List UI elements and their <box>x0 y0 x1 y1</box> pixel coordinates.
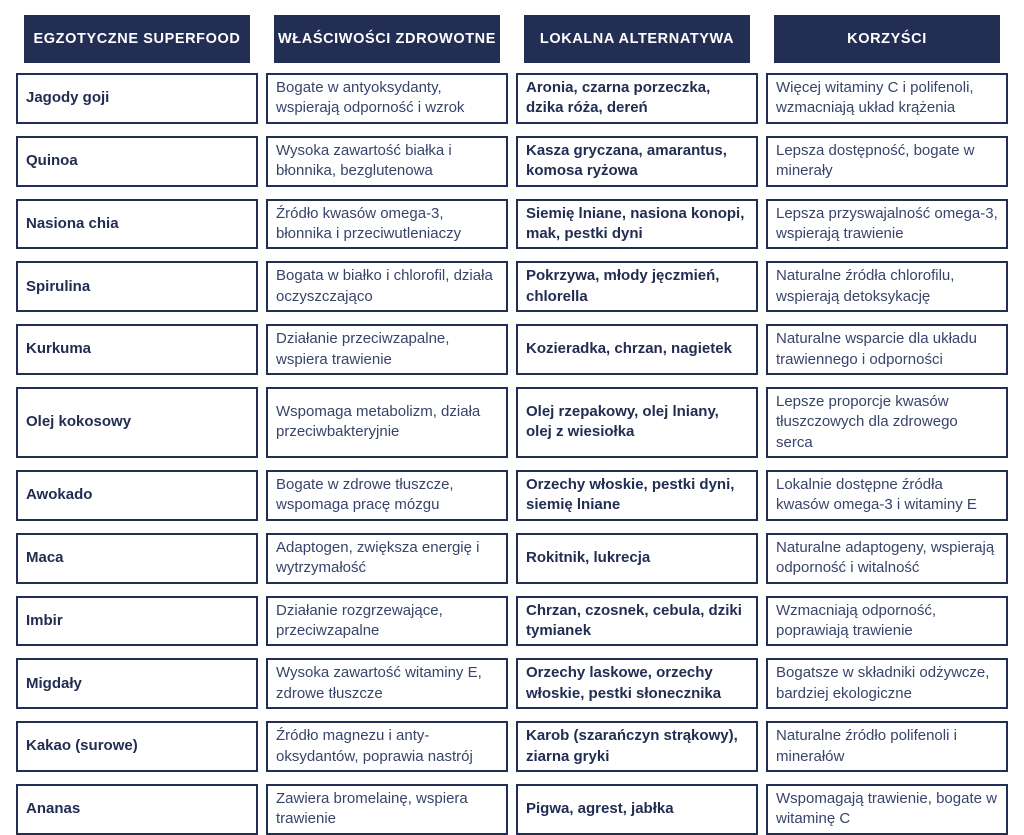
cell-properties: Wysoka zawartość witaminy E, zdrowe tłuszcze <box>266 658 508 709</box>
cell-properties: Wspomaga metabolizm, działa przeciwbakteryjnie <box>266 387 508 458</box>
cell-superfood: Migdały <box>16 658 258 709</box>
cell-alternative: Orzechy laskowe, orzechy włoskie, pestki słonecznika <box>516 658 758 709</box>
cell-benefits: Lepsze proporcje kwasów tłuszczowych dla zdrowego serca <box>766 387 1008 458</box>
cell-superfood: Spirulina <box>16 261 258 312</box>
cell-alternative: Pokrzywa, młody jęczmień, chlorella <box>516 261 758 312</box>
column-header-benefits: KORZYŚCI <box>774 15 1000 63</box>
cell-benefits: Naturalne źródła chlorofilu, wspierają detoksykację <box>766 261 1008 312</box>
cell-alternative: Siemię lniane, nasiona konopi, mak, pestki dyni <box>516 199 758 250</box>
cell-alternative: Aronia, czarna porzeczka, dzika róża, dereń <box>516 73 758 124</box>
cell-alternative: Rokitnik, lukrecja <box>516 533 758 584</box>
cell-alternative: Chrzan, czosnek, cebula, dziki tymianek <box>516 596 758 647</box>
cell-alternative: Olej rzepakowy, olej lniany, olej z wiesiołka <box>516 387 758 458</box>
cell-superfood: Jagody goji <box>16 73 258 124</box>
cell-properties: Działanie rozgrzewające, przeciwzapalne <box>266 596 508 647</box>
cell-superfood: Ananas <box>16 784 258 835</box>
cell-properties: Źródło magnezu i anty-oksydantów, poprawia nastrój <box>266 721 508 772</box>
cell-superfood: Nasiona chia <box>16 199 258 250</box>
cell-superfood: Kakao (surowe) <box>16 721 258 772</box>
cell-benefits: Naturalne wsparcie dla układu trawiennego i odporności <box>766 324 1008 375</box>
cell-benefits: Wzmacniają odporność, poprawiają trawienie <box>766 596 1008 647</box>
cell-superfood: Quinoa <box>16 136 258 187</box>
column-header-properties: WŁAŚCIWOŚCI ZDROWOTNE <box>274 15 500 63</box>
cell-benefits: Naturalne adaptogeny, wspierają odporność i witalność <box>766 533 1008 584</box>
cell-superfood: Olej kokosowy <box>16 387 258 458</box>
cell-superfood: Awokado <box>16 470 258 521</box>
cell-benefits: Wspomagają trawienie, bogate w witaminę C <box>766 784 1008 835</box>
cell-properties: Bogata w białko i chlorofil, działa oczyszczająco <box>266 261 508 312</box>
cell-benefits: Więcej witaminy C i polifenoli, wzmacniają układ krążenia <box>766 73 1008 124</box>
cell-properties: Adaptogen, zwiększa energię i wytrzymałość <box>266 533 508 584</box>
cell-alternative: Karob (szarańczyn strąkowy), ziarna gryki <box>516 721 758 772</box>
cell-benefits: Lepsza przyswajalność omega-3, wspierają trawienie <box>766 199 1008 250</box>
cell-properties: Bogate w antyoksydanty, wspierają odporność i wzrok <box>266 73 508 124</box>
cell-alternative: Orzechy włoskie, pestki dyni, siemię lniane <box>516 470 758 521</box>
cell-benefits: Naturalne źródło polifenoli i minerałów <box>766 721 1008 772</box>
cell-superfood: Imbir <box>16 596 258 647</box>
column-header-superfood: EGZOTYCZNE SUPERFOOD <box>24 15 250 63</box>
table-header-row <box>16 15 1008 63</box>
cell-superfood: Maca <box>16 533 258 584</box>
cell-benefits: Bogatsze w składniki odżywcze, bardziej ekologiczne <box>766 658 1008 709</box>
cell-benefits: Lepsza dostępność, bogate w minerały <box>766 136 1008 187</box>
cell-properties: Źródło kwasów omega-3, błonnika i przeciwutleniaczy <box>266 199 508 250</box>
cell-benefits: Lokalnie dostępne źródła kwasów omega-3 i witaminy E <box>766 470 1008 521</box>
cell-properties: Zawiera bromelainę, wspiera trawienie <box>266 784 508 835</box>
cell-properties: Wysoka zawartość białka i błonnika, bezglutenowa <box>266 136 508 187</box>
table-rows <box>16 73 1008 835</box>
column-header-alternative: LOKALNA ALTERNATYWA <box>524 15 750 63</box>
cell-alternative: Kasza gryczana, amarantus, komosa ryżowa <box>516 136 758 187</box>
cell-alternative: Pigwa, agrest, jabłka <box>516 784 758 835</box>
cell-properties: Bogate w zdrowe tłuszcze, wspomaga pracę mózgu <box>266 470 508 521</box>
cell-alternative: Kozieradka, chrzan, nagietek <box>516 324 758 375</box>
cell-properties: Działanie przeciwzapalne, wspiera trawienie <box>266 324 508 375</box>
cell-superfood: Kurkuma <box>16 324 258 375</box>
